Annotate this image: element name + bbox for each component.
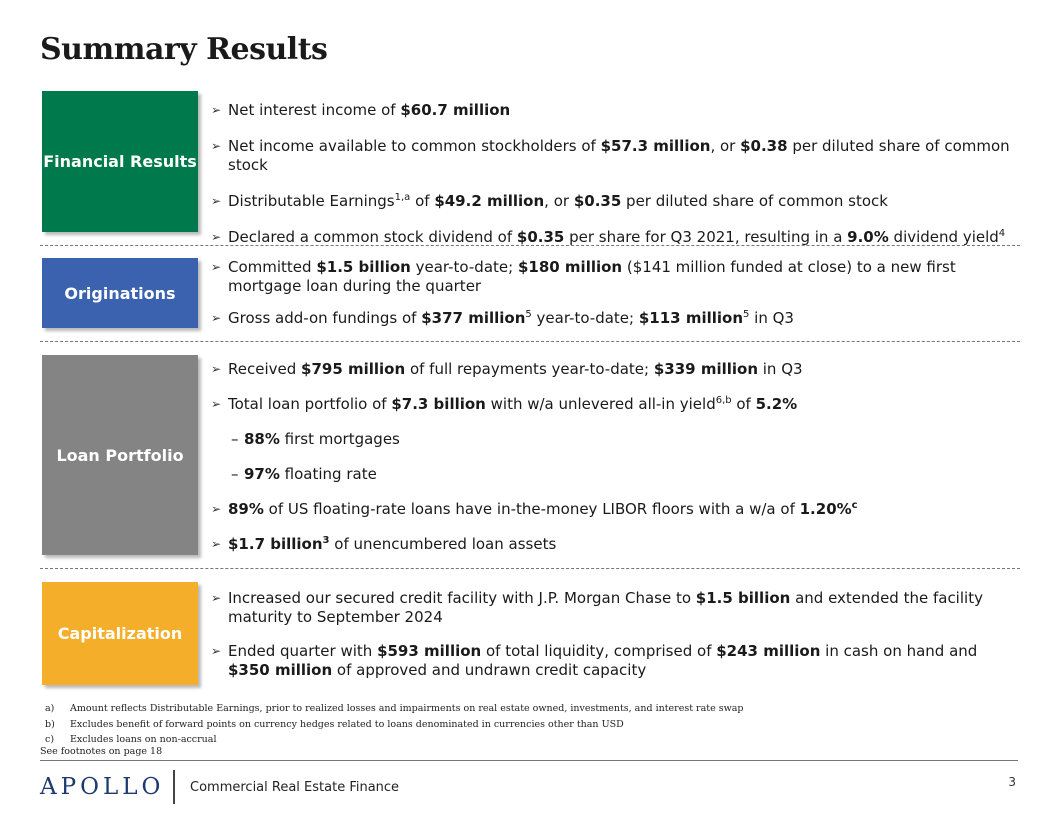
arrow-bullet-icon: ➢: [211, 194, 222, 208]
originations-label: Originations: [64, 283, 176, 303]
financial-results-box: [42, 91, 198, 232]
see-footnotes-note: See footnotes on page 18: [40, 746, 163, 757]
bullet-total-loan-portfolio: ➢ Total loan portfolio of $7.3 billion with w/a unlevered all-in yield$^{6,b}$ of 5.2%: [211, 395, 798, 413]
apollo-logo: APOLLO: [40, 774, 165, 800]
arrow-bullet-icon: ➢: [211, 103, 222, 117]
arrow-bullet-icon: ➢: [211, 591, 222, 605]
bullet-credit-facility: ➢ Increased our secured credit facility with J.P. Morgan Chase to $1.5 billion and extended the facility maturity to September 2024: [211, 589, 983, 626]
sub-bullet-first-mortgages: – 88% first mortgages: [231, 430, 400, 448]
sub-bullet-floating-rate: – 97% floating rate: [231, 465, 377, 483]
capitalization-box: [42, 582, 198, 685]
originations-box: [42, 258, 198, 328]
section-divider: [40, 245, 1020, 246]
capitalization-label: Capitalization: [57, 624, 183, 643]
bullet-dividend: ➢ Declared a common stock dividend of $0.35 per share for Q3 2021, resulting in a 9.0% dividend yield$^4$: [211, 228, 1006, 246]
bullet-liquidity: ➢ Ended quarter with $593 million of total liquidity, comprised of $243 million in cash on hand and $350 million of approved and undrawn credit capacity: [211, 642, 978, 679]
bullet-committed: ➢ Committed $1.5 billion year-to-date; $180 million ($141 million funded at close) to a new first mortgage loan during the quarter: [211, 258, 956, 295]
bullet-distributable-earnings: ➢ Distributable Earnings$^{1,a}$ of $49.2 million, or $0.35 per diluted share of common stock: [211, 192, 888, 210]
footer-rule: [40, 760, 1018, 761]
arrow-bullet-icon: ➢: [211, 311, 222, 325]
arrow-bullet-icon: ➢: [211, 230, 222, 244]
financial-results-content: [211, 101, 1021, 247]
section-divider: [40, 568, 1020, 569]
dash-icon: –: [231, 465, 239, 483]
originations-content: [211, 258, 1021, 328]
footer-division-name: Commercial Real Estate Finance: [190, 780, 400, 795]
bullet-add-on-fundings: ➢ Gross add-on fundings of $377 million$^5$ year-to-date; $113 million$^5$ in Q3: [211, 309, 794, 327]
bullet-net-income: ➢ Net income available to common stockholders of $57.3 million, or $0.38 per diluted share of common stock: [211, 137, 1010, 174]
financial-results-label: Financial Results: [43, 152, 197, 171]
logo-separator: [173, 770, 175, 804]
bullet-net-interest-income: ➢ Net interest income of $60.7 million: [211, 101, 511, 119]
arrow-bullet-icon: ➢: [211, 502, 222, 516]
loan-portfolio-content: [211, 360, 1021, 554]
section-divider: [40, 341, 1020, 342]
bullet-libor-floors: ➢ 89% of US floating-rate loans have in-the-money LIBOR floors with a w/a of 1.20%$^c$: [211, 500, 858, 518]
capitalization-content: [211, 589, 1021, 680]
dash-icon: –: [231, 430, 239, 448]
arrow-bullet-icon: ➢: [211, 139, 222, 153]
bullet-unencumbered-assets: ➢ $1.7 billion$^3$ of unencumbered loan assets: [211, 535, 557, 553]
arrow-bullet-icon: ➢: [211, 362, 222, 376]
page-number: 3: [1008, 775, 1016, 789]
bullet-repayments: ➢ Received $795 million of full repayments year-to-date; $339 million in Q3: [211, 360, 803, 378]
arrow-bullet-icon: ➢: [211, 644, 222, 658]
arrow-bullet-icon: ➢: [211, 397, 222, 411]
loan-portfolio-box: [42, 355, 198, 555]
arrow-bullet-icon: ➢: [211, 537, 222, 551]
page-title: Summary Results: [40, 32, 328, 67]
loan-portfolio-label: Loan Portfolio: [56, 445, 184, 465]
arrow-bullet-icon: ➢: [211, 260, 222, 274]
